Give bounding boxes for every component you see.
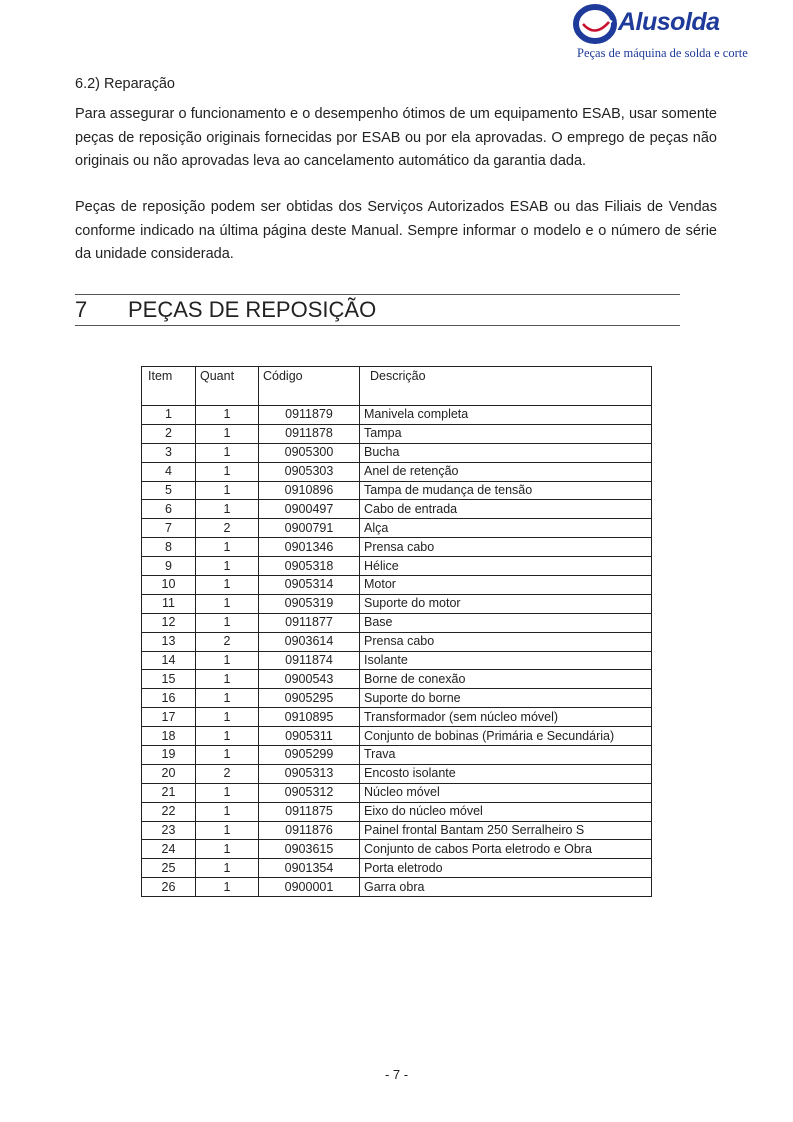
cell-item: 19 [142, 746, 196, 765]
cell-code: 0900543 [259, 670, 360, 689]
cell-code: 0905303 [259, 462, 360, 481]
section-rule-bottom [75, 325, 680, 326]
cell-code: 0911874 [259, 651, 360, 670]
cell-description: Alça [360, 519, 652, 538]
cell-code: 0911877 [259, 613, 360, 632]
cell-quant: 1 [196, 821, 259, 840]
cell-code: 0905314 [259, 576, 360, 595]
cell-quant: 1 [196, 424, 259, 443]
paragraph-parts-availability: Peças de reposição podem ser obtidas dos Serviços Autorizados ESAB ou das Filiais de Vendas conforme indicado na última página deste Manual. Sempre informar o modelo e o número de série da unidade considerada. [75, 199, 717, 262]
table-row [142, 689, 652, 708]
cell-code: 0901346 [259, 538, 360, 557]
cell-code: 0905319 [259, 594, 360, 613]
cell-item: 10 [142, 576, 196, 595]
paragraph-original-parts: Para assegurar o funcionamento e o desempenho ótimos de um equipamento ESAB, usar somente peças de reposição originais fornecidas por ESAB ou por ela aprovadas. O emprego de peças não originais ou não aprovadas leva ao cancelamento automático da garantia dada. [75, 106, 717, 169]
cell-quant: 1 [196, 651, 259, 670]
header-description: Descrição [360, 367, 652, 406]
cell-code: 0901354 [259, 859, 360, 878]
cell-description: Encosto isolante [360, 764, 652, 783]
cell-quant: 1 [196, 878, 259, 897]
cell-description: Base [360, 613, 652, 632]
cell-description: Suporte do borne [360, 689, 652, 708]
cell-description: Manivela completa [360, 406, 652, 425]
cell-description: Prensa cabo [360, 632, 652, 651]
cell-quant: 1 [196, 613, 259, 632]
cell-quant: 1 [196, 727, 259, 746]
cell-item: 7 [142, 519, 196, 538]
logo-swoosh-icon [573, 2, 621, 48]
cell-code: 0900001 [259, 878, 360, 897]
cell-code: 0905313 [259, 764, 360, 783]
cell-item: 20 [142, 764, 196, 783]
table-row [142, 840, 652, 859]
cell-code: 0911879 [259, 406, 360, 425]
parts-table-body [142, 406, 652, 897]
cell-quant: 1 [196, 462, 259, 481]
table-row [142, 538, 652, 557]
cell-item: 3 [142, 443, 196, 462]
cell-description: Cabo de entrada [360, 500, 652, 519]
section-6-2-heading: 6.2) Reparação [75, 76, 175, 92]
cell-quant: 2 [196, 632, 259, 651]
cell-item: 14 [142, 651, 196, 670]
cell-description: Trava [360, 746, 652, 765]
parts-table-header [142, 367, 652, 406]
cell-code: 0905299 [259, 746, 360, 765]
cell-description: Eixo do núcleo móvel [360, 802, 652, 821]
logo-brand-name: Alusolda [618, 8, 720, 36]
cell-item: 12 [142, 613, 196, 632]
cell-description: Painel frontal Bantam 250 Serralheiro S [360, 821, 652, 840]
cell-item: 26 [142, 878, 196, 897]
table-row [142, 783, 652, 802]
alusolda-logo [573, 2, 748, 64]
table-row [142, 443, 652, 462]
table-row [142, 500, 652, 519]
cell-item: 5 [142, 481, 196, 500]
cell-item: 17 [142, 708, 196, 727]
cell-description: Suporte do motor [360, 594, 652, 613]
table-row [142, 746, 652, 765]
cell-code: 0900791 [259, 519, 360, 538]
cell-description: Anel de retenção [360, 462, 652, 481]
table-row [142, 708, 652, 727]
section-7-title: PEÇAS DE REPOSIÇÃO [128, 297, 377, 322]
cell-code: 0910895 [259, 708, 360, 727]
cell-quant: 1 [196, 443, 259, 462]
section-7-number: 7 [75, 297, 88, 322]
parts-table [141, 366, 652, 897]
cell-quant: 1 [196, 481, 259, 500]
cell-quant: 1 [196, 576, 259, 595]
table-row [142, 651, 652, 670]
table-row [142, 424, 652, 443]
page-number: - 7 - [384, 1067, 409, 1082]
cell-description: Bucha [360, 443, 652, 462]
cell-description: Prensa cabo [360, 538, 652, 557]
cell-description: Isolante [360, 651, 652, 670]
table-row [142, 821, 652, 840]
cell-quant: 1 [196, 746, 259, 765]
cell-description: Núcleo móvel [360, 783, 652, 802]
cell-item: 13 [142, 632, 196, 651]
cell-code: 0903615 [259, 840, 360, 859]
cell-code: 0905318 [259, 557, 360, 576]
cell-code: 0911875 [259, 802, 360, 821]
cell-item: 1 [142, 406, 196, 425]
cell-item: 8 [142, 538, 196, 557]
cell-code: 0900497 [259, 500, 360, 519]
cell-item: 23 [142, 821, 196, 840]
cell-quant: 1 [196, 594, 259, 613]
cell-item: 6 [142, 500, 196, 519]
table-row [142, 576, 652, 595]
cell-code: 0903614 [259, 632, 360, 651]
cell-item: 18 [142, 727, 196, 746]
cell-quant: 1 [196, 500, 259, 519]
cell-description: Conjunto de bobinas (Primária e Secundária) [360, 727, 652, 746]
cell-item: 2 [142, 424, 196, 443]
cell-code: 0911878 [259, 424, 360, 443]
cell-description: Hélice [360, 557, 652, 576]
header-quant: Quant [196, 367, 259, 406]
table-row [142, 613, 652, 632]
cell-description: Conjunto de cabos Porta eletrodo e Obra [360, 840, 652, 859]
cell-item: 4 [142, 462, 196, 481]
table-row [142, 594, 652, 613]
cell-quant: 1 [196, 670, 259, 689]
cell-description: Transformador (sem núcleo móvel) [360, 708, 652, 727]
cell-quant: 1 [196, 689, 259, 708]
cell-code: 0905295 [259, 689, 360, 708]
table-row [142, 859, 652, 878]
cell-description: Porta eletrodo [360, 859, 652, 878]
header-item: Item [142, 367, 196, 406]
cell-item: 21 [142, 783, 196, 802]
cell-item: 25 [142, 859, 196, 878]
table-row [142, 406, 652, 425]
cell-code: 0911876 [259, 821, 360, 840]
cell-quant: 1 [196, 840, 259, 859]
cell-description: Garra obra [360, 878, 652, 897]
table-row [142, 632, 652, 651]
cell-code: 0905312 [259, 783, 360, 802]
table-row [142, 802, 652, 821]
cell-code: 0910896 [259, 481, 360, 500]
table-row [142, 481, 652, 500]
cell-quant: 1 [196, 406, 259, 425]
cell-item: 16 [142, 689, 196, 708]
cell-description: Borne de conexão [360, 670, 652, 689]
cell-description: Motor [360, 576, 652, 595]
cell-item: 24 [142, 840, 196, 859]
table-row [142, 764, 652, 783]
cell-item: 15 [142, 670, 196, 689]
table-row [142, 462, 652, 481]
cell-item: 9 [142, 557, 196, 576]
cell-item: 22 [142, 802, 196, 821]
table-row [142, 727, 652, 746]
cell-code: 0905311 [259, 727, 360, 746]
table-row [142, 557, 652, 576]
cell-quant: 1 [196, 708, 259, 727]
logo-tagline: Peças de máquina de solda e corte [577, 46, 748, 60]
cell-quant: 1 [196, 859, 259, 878]
cell-quant: 1 [196, 802, 259, 821]
cell-item: 11 [142, 594, 196, 613]
header-code: Código [259, 367, 360, 406]
cell-quant: 1 [196, 557, 259, 576]
table-row [142, 878, 652, 897]
cell-code: 0905300 [259, 443, 360, 462]
cell-quant: 1 [196, 538, 259, 557]
cell-quant: 2 [196, 519, 259, 538]
cell-description: Tampa [360, 424, 652, 443]
section-rule-top [75, 294, 680, 295]
table-row [142, 670, 652, 689]
table-row [142, 519, 652, 538]
cell-quant: 1 [196, 783, 259, 802]
cell-description: Tampa de mudança de tensão [360, 481, 652, 500]
cell-quant: 2 [196, 764, 259, 783]
